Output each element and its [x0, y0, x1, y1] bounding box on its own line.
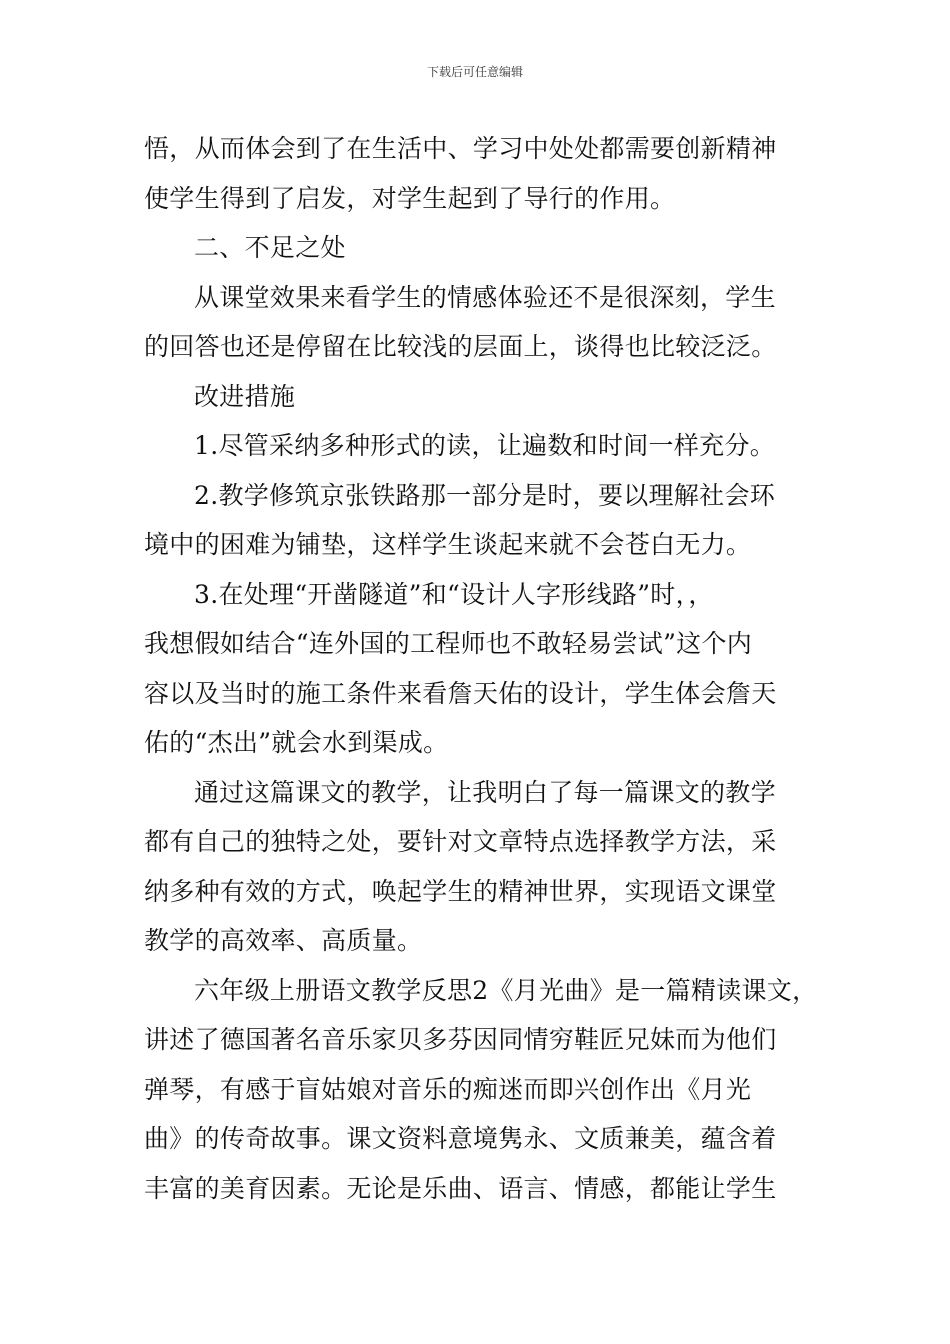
section-heading: 改进措施	[194, 381, 296, 411]
page-header: 下载后可任意编辑	[426, 65, 523, 79]
section-heading: 二、不足之处	[194, 233, 346, 262]
text-line: 教学的高效率、高质量。	[144, 926, 423, 955]
text-line: 悟，从而体会到了在生活中、学习中处处都需要创新精神	[144, 134, 777, 163]
text-line: 佑的“杰出”就会水到渠成。	[144, 728, 449, 757]
text-line: 境中的困难为铺垫，这样学生谈起来就不会苍白无力。	[144, 530, 752, 559]
text-line: 使学生得到了启发，对学生起到了导行的作用。	[144, 183, 676, 213]
text-line: 纳多种有效的方式，唤起学生的精神世界，实现语文课堂	[144, 876, 777, 906]
list-item: 2.教学修筑京张铁路那一部分是时，要以理解社会环	[194, 480, 776, 510]
text-line: 的回答也还是停留在比较浅的层面上，谈得也比较泛泛。	[144, 332, 777, 361]
text-line: 曲》的传奇故事。课文资料意境隽永、文质兼美，蕴含着	[144, 1124, 777, 1153]
list-item: 3.在处理“开凿隧道”和“设计人字形线路”时，，	[194, 579, 714, 609]
text-line: 丰富的美育因素。无论是乐曲、语言、情感，都能让学生	[144, 1173, 777, 1203]
text-line: 从课堂效果来看学生的情感体验还不是很深刻，学生	[194, 282, 776, 312]
text-line: 弹琴，有感于盲姑娘对音乐的痴迷而即兴创作出《月光	[144, 1074, 752, 1104]
list-item: 1.尽管采纳多种形式的读，让遍数和时间一样充分。	[194, 431, 776, 460]
document-body	[144, 124, 824, 1213]
text-line: 讲述了德国著名音乐家贝多芬因同情穷鞋匠兄妹而为他们	[144, 1025, 777, 1054]
text-line: 容以及当时的施工条件来看詹天佑的设计，学生体会詹天	[144, 678, 777, 708]
text-line: 通过这篇课文的教学，让我明白了每一篇课文的教学	[194, 777, 776, 807]
text-line: 我想假如结合“连外国的工程师也不敢轻易尝试”这个内	[144, 629, 753, 658]
text-line: 都有自己的独特之处，要针对文章特点选择教学方法，采	[144, 827, 777, 856]
text-line: 六年级上册语文教学反思2《月光曲》是一篇精读课文，	[194, 975, 818, 1005]
